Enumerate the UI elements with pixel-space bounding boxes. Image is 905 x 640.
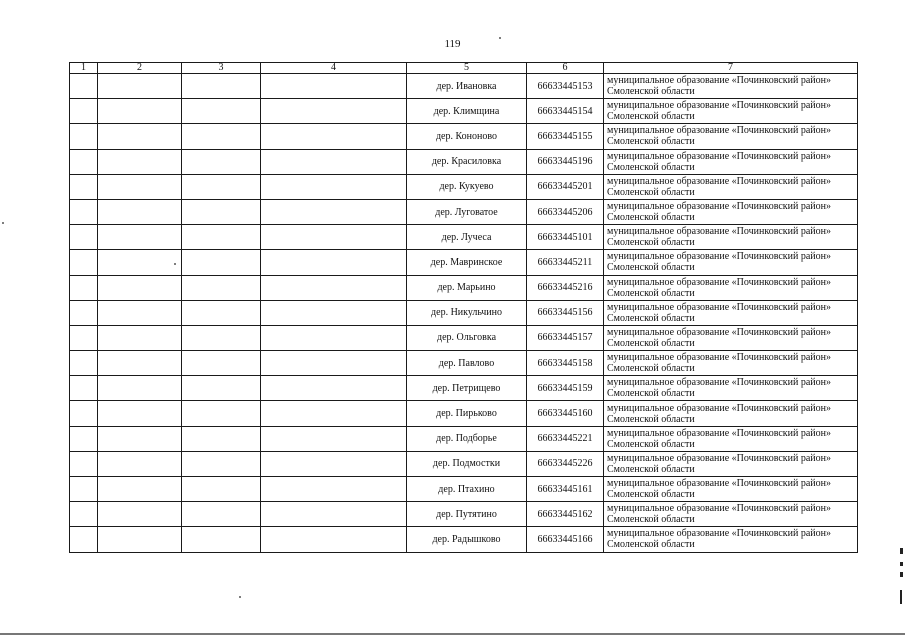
empty-cell [182, 99, 261, 124]
municipality-line1: муниципальное образование «Починковский район» [607, 528, 832, 540]
municipality-cell [604, 225, 858, 250]
oktmo-code: 66633445156 [527, 300, 604, 325]
settlement-name: дер. Путятино [407, 502, 527, 527]
municipality-line1: муниципальное образование «Починковский район» [607, 75, 832, 87]
empty-cell [182, 502, 261, 527]
municipality-line2: Смоленской области [607, 312, 695, 324]
empty-cell [98, 351, 182, 376]
municipality-line1: муниципальное образование «Починковский район» [607, 478, 832, 490]
settlement-name: дер. Подборье [407, 426, 527, 451]
municipality-line1: муниципальное образование «Починковский район» [607, 276, 832, 288]
oktmo-code: 66633445101 [527, 225, 604, 250]
empty-cell [98, 124, 182, 149]
empty-cell [182, 174, 261, 199]
empty-cell [261, 124, 407, 149]
municipality-line1: муниципальное образование «Починковский район» [607, 452, 832, 464]
empty-cell [98, 502, 182, 527]
empty-cell [70, 426, 98, 451]
settlement-name: дер. Петрищево [407, 376, 527, 401]
empty-cell [70, 124, 98, 149]
municipality-cell [604, 376, 858, 401]
municipality-cell [604, 502, 858, 527]
municipality-line1: муниципальное образование «Починковский район» [607, 326, 832, 338]
empty-cell [70, 527, 98, 552]
empty-cell [182, 477, 261, 502]
settlement-name: дер. Радышково [407, 527, 527, 552]
empty-cell [261, 300, 407, 325]
settlement-name: дер. Красиловка [407, 149, 527, 174]
empty-cell [261, 99, 407, 124]
column-header: 1 [70, 63, 98, 74]
municipality-cell [604, 199, 858, 224]
municipality-line2: Смоленской области [607, 413, 695, 425]
scan-edge-mark [900, 548, 903, 554]
empty-cell [261, 502, 407, 527]
empty-cell [182, 376, 261, 401]
column-header: 3 [182, 63, 261, 74]
settlement-name: дер. Пирьково [407, 401, 527, 426]
table-row [70, 199, 858, 224]
oktmo-code: 66633445206 [527, 199, 604, 224]
empty-cell [98, 99, 182, 124]
table-row [70, 502, 858, 527]
empty-cell [261, 74, 407, 99]
empty-cell [70, 99, 98, 124]
oktmo-code: 66633445196 [527, 149, 604, 174]
empty-cell [70, 300, 98, 325]
municipality-line2: Смоленской области [607, 489, 695, 501]
empty-cell [261, 250, 407, 275]
table-row [70, 325, 858, 350]
empty-cell [182, 199, 261, 224]
table-row [70, 451, 858, 476]
table-row [70, 351, 858, 376]
empty-cell [98, 74, 182, 99]
empty-cell [70, 477, 98, 502]
column-header: 7 [604, 63, 858, 74]
settlement-name: дер. Кукуево [407, 174, 527, 199]
column-header: 2 [98, 63, 182, 74]
municipality-cell [604, 426, 858, 451]
empty-cell [98, 325, 182, 350]
oktmo-code: 66633445221 [527, 426, 604, 451]
table-row [70, 225, 858, 250]
municipality-cell [604, 325, 858, 350]
table-row [70, 124, 858, 149]
scan-bottom-edge [0, 633, 905, 635]
empty-cell [98, 401, 182, 426]
empty-cell [70, 199, 98, 224]
municipality-line1: муниципальное образование «Починковский район» [607, 402, 832, 414]
empty-cell [70, 401, 98, 426]
empty-cell [98, 426, 182, 451]
table-row [70, 99, 858, 124]
oktmo-code: 66633445216 [527, 275, 604, 300]
empty-cell [182, 74, 261, 99]
municipality-line2: Смоленской области [607, 186, 695, 198]
municipality-line1: муниципальное образование «Починковский район» [607, 125, 832, 137]
oktmo-code: 66633445162 [527, 502, 604, 527]
empty-cell [261, 351, 407, 376]
empty-cell [70, 174, 98, 199]
oktmo-code: 66633445158 [527, 351, 604, 376]
oktmo-code: 66633445154 [527, 99, 604, 124]
municipality-line1: муниципальное образование «Починковский район» [607, 150, 832, 162]
municipality-line1: муниципальное образование «Починковский район» [607, 503, 832, 515]
empty-cell [261, 376, 407, 401]
municipality-line1: муниципальное образование «Починковский район» [607, 226, 832, 238]
empty-cell [70, 325, 98, 350]
empty-cell [182, 149, 261, 174]
empty-cell [182, 250, 261, 275]
empty-cell [261, 275, 407, 300]
table-row [70, 527, 858, 552]
table-row [70, 174, 858, 199]
municipality-cell [604, 351, 858, 376]
scan-speck [174, 263, 176, 265]
empty-cell [70, 351, 98, 376]
empty-cell [98, 149, 182, 174]
column-header: 6 [527, 63, 604, 74]
municipality-line1: муниципальное образование «Починковский район» [607, 175, 832, 187]
empty-cell [182, 351, 261, 376]
empty-cell [98, 477, 182, 502]
oktmo-code: 66633445161 [527, 477, 604, 502]
scan-speck [499, 37, 501, 39]
municipality-cell [604, 275, 858, 300]
municipality-line1: муниципальное образование «Починковский район» [607, 251, 832, 263]
municipality-line2: Смоленской области [607, 463, 695, 475]
municipality-cell [604, 451, 858, 476]
empty-cell [261, 174, 407, 199]
table-row [70, 477, 858, 502]
table-row [70, 74, 858, 99]
empty-cell [182, 527, 261, 552]
column-header: 4 [261, 63, 407, 74]
table-row [70, 250, 858, 275]
empty-cell [261, 451, 407, 476]
settlement-name: дер. Птахино [407, 477, 527, 502]
oktmo-code: 66633445226 [527, 451, 604, 476]
oktmo-code: 66633445159 [527, 376, 604, 401]
oktmo-code: 66633445201 [527, 174, 604, 199]
empty-cell [98, 250, 182, 275]
empty-cell [98, 225, 182, 250]
empty-cell [70, 250, 98, 275]
table-row [70, 149, 858, 174]
page-number: 119 [444, 38, 461, 50]
empty-cell [182, 325, 261, 350]
municipality-line2: Смоленской области [607, 86, 695, 98]
empty-cell [182, 225, 261, 250]
empty-cell [70, 376, 98, 401]
oktmo-code: 66633445160 [527, 401, 604, 426]
empty-cell [261, 199, 407, 224]
empty-cell [261, 527, 407, 552]
empty-cell [261, 401, 407, 426]
empty-cell [182, 451, 261, 476]
municipality-line1: муниципальное образование «Починковский район» [607, 301, 832, 313]
settlement-name: дер. Лучеса [407, 225, 527, 250]
empty-cell [182, 426, 261, 451]
empty-cell [98, 300, 182, 325]
municipality-cell [604, 124, 858, 149]
settlement-name: дер. Ольговка [407, 325, 527, 350]
municipality-cell [604, 149, 858, 174]
empty-cell [261, 325, 407, 350]
table-row [70, 426, 858, 451]
settlement-name: дер. Марьино [407, 275, 527, 300]
settlement-name: дер. Кононово [407, 124, 527, 149]
empty-cell [70, 149, 98, 174]
table-row [70, 275, 858, 300]
municipality-line1: муниципальное образование «Починковский район» [607, 427, 832, 439]
empty-cell [261, 225, 407, 250]
municipality-line2: Смоленской области [607, 539, 695, 551]
empty-cell [98, 174, 182, 199]
oktmo-code: 66633445153 [527, 74, 604, 99]
municipality-line2: Смоленской области [607, 111, 695, 123]
empty-cell [182, 124, 261, 149]
municipality-line2: Смоленской области [607, 388, 695, 400]
settlement-name: дер. Подмостки [407, 451, 527, 476]
settlement-name: дер. Ивановка [407, 74, 527, 99]
settlement-name: дер. Никульчино [407, 300, 527, 325]
municipality-cell [604, 174, 858, 199]
empty-cell [70, 275, 98, 300]
empty-cell [98, 199, 182, 224]
empty-cell [98, 275, 182, 300]
municipality-line1: муниципальное образование «Починковский район» [607, 100, 832, 112]
empty-cell [70, 225, 98, 250]
empty-cell [261, 149, 407, 174]
empty-cell [182, 300, 261, 325]
oktmo-code: 66633445157 [527, 325, 604, 350]
municipality-line1: муниципальное образование «Починковский район» [607, 377, 832, 389]
scan-edge-mark [900, 562, 903, 566]
scan-edge-mark [900, 572, 903, 577]
oktmo-code: 66633445166 [527, 527, 604, 552]
municipality-line2: Смоленской области [607, 136, 695, 148]
municipality-line2: Смоленской области [607, 212, 695, 224]
empty-cell [261, 477, 407, 502]
oktmo-code: 66633445211 [527, 250, 604, 275]
table-row [70, 401, 858, 426]
empty-cell [70, 74, 98, 99]
municipality-line1: муниципальное образование «Починковский район» [607, 352, 832, 364]
settlement-name: дер. Павлово [407, 351, 527, 376]
empty-cell [98, 451, 182, 476]
scan-edge-mark [900, 590, 902, 604]
municipality-line2: Смоленской области [607, 363, 695, 375]
municipality-line2: Смоленской области [607, 161, 695, 173]
empty-cell [70, 451, 98, 476]
scan-speck [2, 222, 4, 224]
municipality-line2: Смоленской области [607, 262, 695, 274]
municipality-cell [604, 401, 858, 426]
table-row [70, 300, 858, 325]
header-row [70, 63, 858, 74]
empty-cell [261, 426, 407, 451]
municipality-line2: Смоленской области [607, 237, 695, 249]
municipality-line2: Смоленской области [607, 287, 695, 299]
municipality-line2: Смоленской области [607, 514, 695, 526]
empty-cell [182, 275, 261, 300]
empty-cell [98, 376, 182, 401]
empty-cell [98, 527, 182, 552]
municipality-cell [604, 74, 858, 99]
municipality-line2: Смоленской области [607, 337, 695, 349]
empty-cell [70, 502, 98, 527]
column-header: 5 [407, 63, 527, 74]
table-row [70, 376, 858, 401]
oktmo-code: 66633445155 [527, 124, 604, 149]
settlements-table [69, 62, 858, 553]
settlement-name: дер. Мавринское [407, 250, 527, 275]
municipality-line1: муниципальное образование «Починковский район» [607, 201, 832, 213]
scan-speck [239, 596, 241, 598]
municipality-cell [604, 300, 858, 325]
empty-cell [182, 401, 261, 426]
municipality-cell [604, 99, 858, 124]
municipality-cell [604, 250, 858, 275]
settlement-name: дер. Луговатое [407, 199, 527, 224]
municipality-line2: Смоленской области [607, 438, 695, 450]
settlement-name: дер. Климщина [407, 99, 527, 124]
municipality-cell [604, 527, 858, 552]
municipality-cell [604, 477, 858, 502]
